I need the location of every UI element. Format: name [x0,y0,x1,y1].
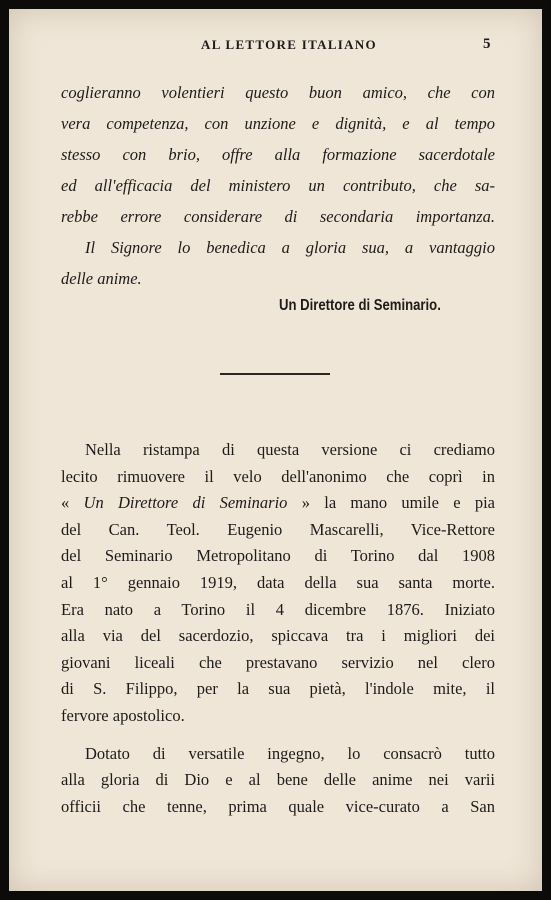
text-line: rebbe errore considerare di secondaria importanza. [61,207,495,226]
text-line: Dotato di versatile ingegno, lo consacrò tutto [85,743,495,763]
biographical-note [61,437,495,820]
signature: Un Direttore di Seminario. [279,297,441,314]
section-divider [220,373,330,375]
text-line: del Seminario Metropolitano di Torino dal 1908 [61,546,495,566]
text-line: alla via del sacerdozio, spiccava tra i migliori dei [61,626,495,646]
preface-closing [61,77,495,294]
text-line: ed all'efficacia del ministero un contributo, che sa- [61,176,495,195]
text-line: Era nato a Torino il 4 dicembre 1876. Iniziato [61,599,495,619]
page-number: 5 [483,36,491,52]
paragraph-gap [61,730,495,741]
quoted-title: Un Direttore di Seminario [83,493,288,513]
text-line: Il Signore lo benedica a gloria sua, a vantaggio [85,238,495,257]
text-line: fervore apostolico. [61,705,185,725]
text-line: « Un Direttore di Seminario » la mano umile e pia [61,493,496,513]
paragraph-1 [61,437,495,730]
text-line: vera competenza, con unzione e dignità, e al tempo [61,114,495,133]
text-line: giovani liceali che prestavano servizio nel clero [61,652,495,672]
text-line: coglieranno volentieri questo buon amico, che con [61,83,495,102]
text-line: lecito rimuovere il velo dell'anonimo che coprì in [61,466,495,486]
text-line: alla gloria di Dio e al bene delle anime nei varii [61,770,495,790]
paragraph-2 [61,741,495,821]
page-header [9,37,542,57]
text-line: stesso con brio, offre alla formazione sacerdotale [61,145,495,164]
book-page [9,9,542,891]
text-line: del Can. Teol. Eugenio Mascarelli, Vice-Rettore [61,519,495,539]
text-line: officii che tenne, prima quale vice-curato a San [61,796,495,816]
running-title: AL LETTORE ITALIANO [201,37,377,52]
text-line: al 1° gennaio 1919, data della sua santa morte. [61,572,495,592]
text-line: di S. Filippo, per la sua pietà, l'indole mite, il [61,679,495,699]
text-line: delle anime. [61,269,142,288]
text-line: Nella ristampa di questa versione ci crediamo [85,440,495,459]
